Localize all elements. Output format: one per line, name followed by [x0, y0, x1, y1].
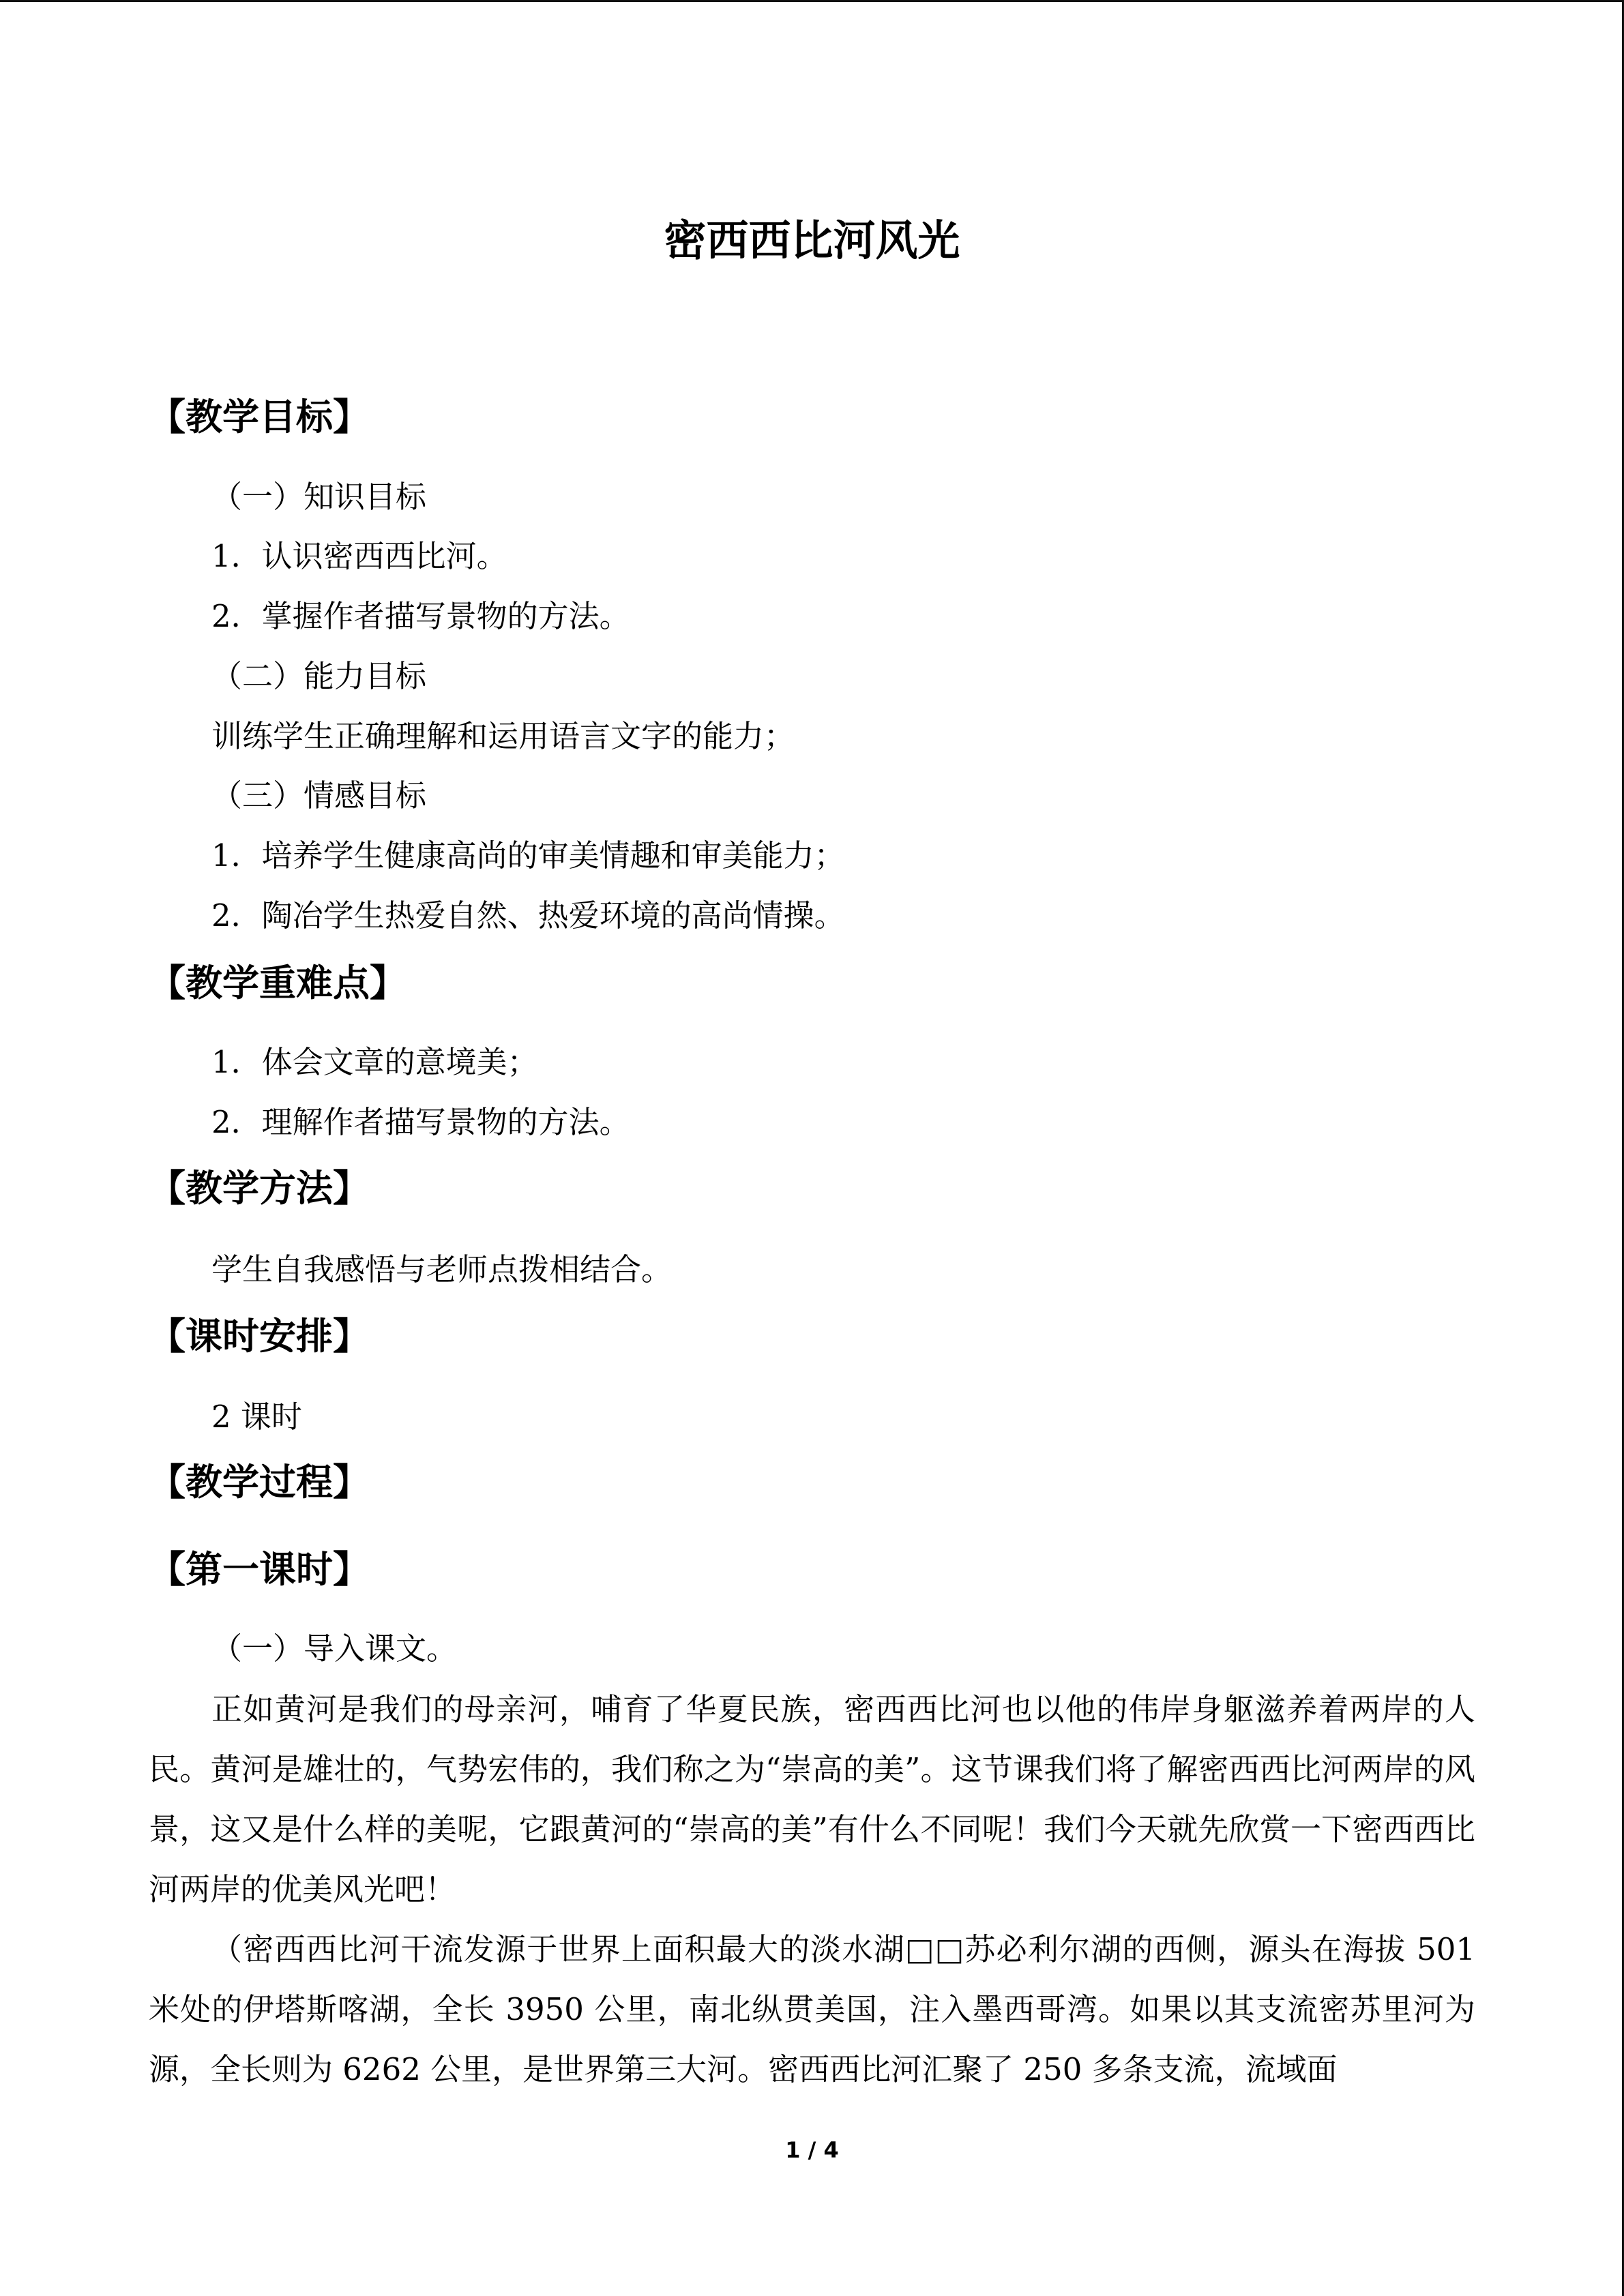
document-title: 密西西比河风光 [664, 215, 960, 265]
ability-goal-text: 训练学生正确理解和运用语言文字的能力； [211, 718, 795, 754]
intro-title: （一）导入课文。 [211, 1630, 458, 1667]
emotion-goal-item: 2．陶冶学生热爱自然、热爱环境的高尚情操。 [211, 897, 845, 934]
schedule-text: 2 课时 [211, 1399, 302, 1435]
page-number: 1 / 4 [785, 2137, 839, 2163]
emotion-goal-title: （三）情感目标 [211, 777, 427, 814]
knowledge-goal-item: 2．掌握作者描写景物的方法。 [211, 598, 630, 634]
heading-teaching-goals: 【教学目标】 [149, 395, 370, 438]
knowledge-goal-title: （一）知识目标 [211, 479, 427, 515]
heading-schedule: 【课时安排】 [149, 1314, 370, 1358]
heading-key-difficulties: 【教学重难点】 [149, 961, 407, 1004]
ability-goal-title: （二）能力目标 [211, 658, 427, 694]
difficulty-item: 1．体会文章的意境美； [211, 1044, 538, 1080]
heading-first-lesson: 【第一课时】 [149, 1547, 370, 1591]
river-info-paragraph: （密西西比河干流发源于世界上面积最大的淡水湖□□苏必利尔湖的西侧，源头在海拔 501 米处的伊塔斯喀湖，全长 3950 公里，南北纵贯美国，注入墨西哥湾。如果以其支流密苏里河为源，全长则为 6262 公里，是世界第三大河。密西西比河汇聚了 250 多条支流，流域面 [149, 1931, 1475, 2087]
knowledge-goal-item: 1．认识密西西比河。 [211, 538, 507, 574]
difficulty-item: 2．理解作者描写景物的方法。 [211, 1104, 630, 1140]
intro-paragraph: 正如黄河是我们的母亲河，哺育了华夏民族，密西西比河也以他的伟岸身躯滋养着两岸的人民。黄河是雄壮的，气势宏伟的，我们称之为“崇高的美”。这节课我们将了解密西西比河两岸的风景，这又是什么样的美呢，它跟黄河的“崇高的美”有什么不同呢！我们今天就先欣赏一下密西西比河两岸的优美风光吧！ [149, 1691, 1475, 1907]
heading-teaching-process: 【教学过程】 [149, 1460, 370, 1504]
emotion-goal-item: 1．培养学生健康高尚的审美情趣和审美能力； [211, 837, 845, 874]
method-text: 学生自我感悟与老师点拨相结合。 [211, 1251, 673, 1287]
heading-teaching-method: 【教学方法】 [149, 1166, 370, 1210]
